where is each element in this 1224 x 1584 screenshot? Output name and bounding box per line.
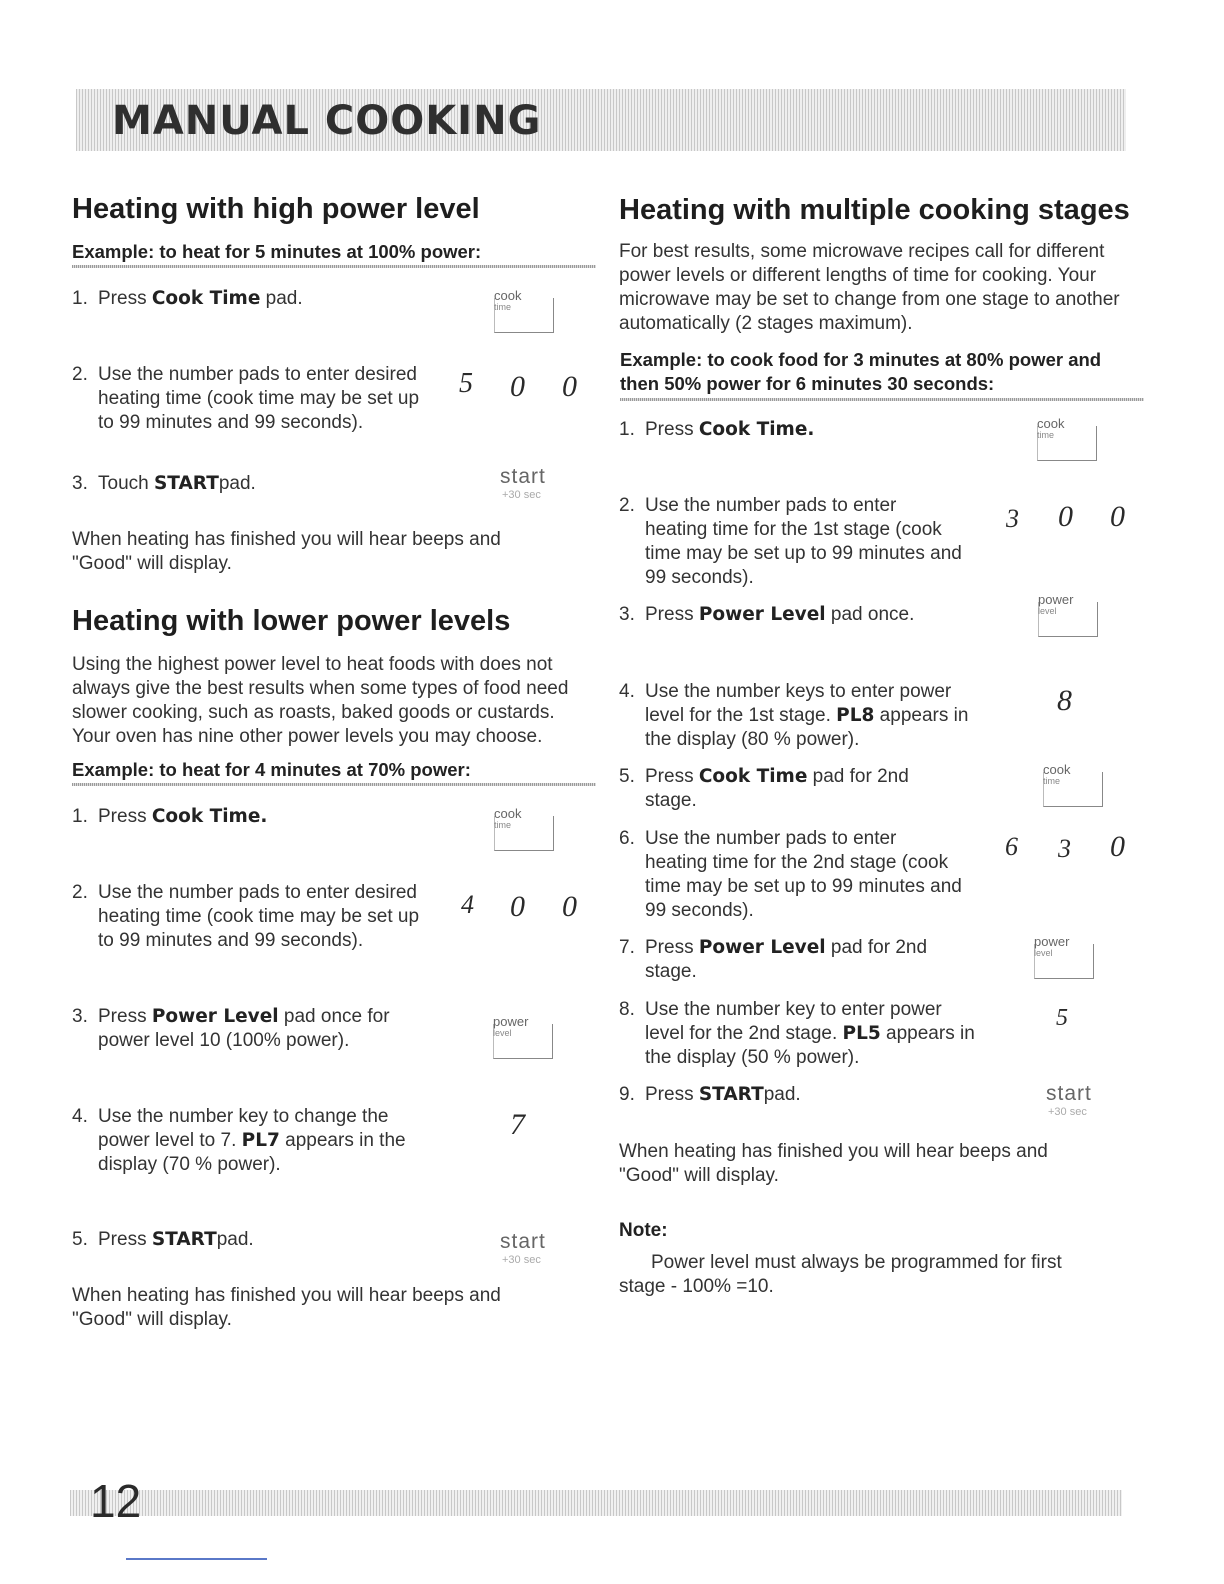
step-number: 4. [72, 1106, 88, 1127]
page-title: MANUAL COOKING [112, 98, 542, 144]
cook-time-pad: cook time [494, 806, 558, 854]
step-number: 3. [619, 604, 635, 625]
digit-display: 0 [1110, 830, 1125, 863]
multiple-stages-intro: For best results, some microwave recipes call for different power levels or different lengths of time for cooking. Your microwave may be set to change from one stage to another automatically (2 stages maximum). [619, 241, 1120, 334]
step-4: Use the number keys to enter power level for the 1st stage. PL8 appears in the display (80 % power). [645, 681, 969, 750]
cook-time-pad: cook time [1037, 416, 1101, 464]
step-number: 2. [72, 364, 88, 385]
digit-display: 3 [1058, 834, 1071, 863]
step-5: Press STARTpad. [98, 1229, 254, 1250]
digit-display: 6 [1005, 832, 1018, 861]
digit-display: 5 [1056, 1005, 1068, 1031]
digit-display: 4 [461, 890, 474, 919]
step-3: Press Power Level pad once for power level 10 (100% power). [98, 1006, 390, 1051]
digit-display: 0 [510, 370, 525, 403]
step-number: 5. [72, 1229, 88, 1250]
finish-text: When heating has finished you will hear beeps and "Good" will display. [619, 1141, 1048, 1186]
example-lower-power: Example: to heat for 4 minutes at 70% power: [72, 759, 471, 780]
step-9: Press STARTpad. [645, 1084, 801, 1105]
step-number: 2. [72, 882, 88, 903]
step-number: 1. [72, 806, 88, 827]
power-level-pad: power level [1034, 934, 1098, 982]
example-multiple-stages: Example: to cook food for 3 minutes at 80% power and then 50% power for 6 minutes 30 seconds: [620, 349, 1102, 394]
step-number: 2. [619, 495, 635, 516]
digit-display: 0 [510, 890, 525, 923]
step-8: Use the number key to enter power level for the 2nd stage. PL5 appears in the display (50 % power). [645, 999, 975, 1068]
step-number: 9. [619, 1084, 635, 1105]
page-number: 12 [90, 1475, 142, 1527]
step-5: Press Cook Time pad for 2nd stage. [645, 766, 909, 811]
divider [72, 265, 596, 268]
step-1: Press Cook Time. [645, 419, 815, 440]
step-number: 6. [619, 828, 635, 849]
cook-time-pad: cook time [1043, 762, 1107, 810]
section-heading-high-power: Heating with high power level [72, 193, 480, 225]
step-6: Use the number pads to enter heating time for the 2nd stage (cook time may be set up to 99 minutes and 99 seconds). [645, 828, 962, 921]
divider [72, 783, 596, 786]
step-4: Use the number key to change the power level to 7. PL7 appears in the display (70 % power). [98, 1106, 406, 1175]
step-1: Press Cook Time. [98, 806, 268, 827]
example-high-power: Example: to heat for 5 minutes at 100% power: [72, 241, 482, 262]
step-3: Press Power Level pad once. [645, 604, 915, 625]
step-2: Use the number pads to enter desired heating time (cook time may be set up to 99 minutes and 99 seconds). [98, 882, 420, 951]
digit-display: 5 [459, 368, 473, 399]
step-number: 4. [619, 681, 635, 702]
footer-link-underline [126, 1558, 267, 1560]
digit-display: 0 [562, 890, 577, 923]
digit-display: 8 [1057, 684, 1072, 717]
start-pad: start +30 sec [500, 465, 546, 501]
footer-bar [70, 1490, 1122, 1516]
note-heading: Note: [619, 1220, 668, 1241]
start-pad: start +30 sec [1046, 1082, 1092, 1118]
step-number: 5. [619, 766, 635, 787]
lower-power-intro: Using the highest power level to heat foods with does not always give the best results when some types of food need slower cooking, such as roasts, baked goods or custards. Your oven has nine other power levels you may choose. [72, 654, 569, 747]
start-pad: start +30 sec [500, 1230, 546, 1266]
section-heading-lower-power: Heating with lower power levels [72, 605, 511, 637]
step-number: 3. [72, 1006, 88, 1027]
power-level-pad: power level [1038, 592, 1102, 640]
section-heading-multiple-stages: Heating with multiple cooking stages [619, 194, 1130, 226]
digit-display: 0 [562, 370, 577, 403]
step-number: 1. [72, 288, 88, 309]
digit-display: 7 [510, 1108, 525, 1141]
step-number: 1. [619, 419, 635, 440]
step-2: Use the number pads to enter heating time for the 1st stage (cook time may be set up to 99 minutes and 99 seconds). [645, 495, 962, 588]
step-number: 8. [619, 999, 635, 1020]
step-2: Use the number pads to enter desired heating time (cook time may be set up to 99 minutes and 99 seconds). [98, 364, 420, 433]
finish-text: When heating has finished you will hear beeps and "Good" will display. [72, 529, 501, 574]
cook-time-pad: cook time [494, 288, 558, 336]
step-7: Press Power Level pad for 2nd stage. [645, 937, 928, 982]
step-number: 3. [72, 473, 88, 494]
power-level-pad: power level [493, 1014, 557, 1062]
step-3: Touch STARTpad. [98, 473, 256, 494]
finish-text: When heating has finished you will hear beeps and "Good" will display. [72, 1285, 501, 1330]
step-1: Press Cook Time pad. [98, 288, 303, 309]
note-text: Power level must always be programmed for first stage - 100% =10. [619, 1252, 1062, 1297]
divider [620, 398, 1144, 401]
step-number: 7. [619, 937, 635, 958]
digit-display: 3 [1006, 504, 1019, 533]
digit-display: 0 [1058, 500, 1073, 533]
digit-display: 0 [1110, 500, 1125, 533]
